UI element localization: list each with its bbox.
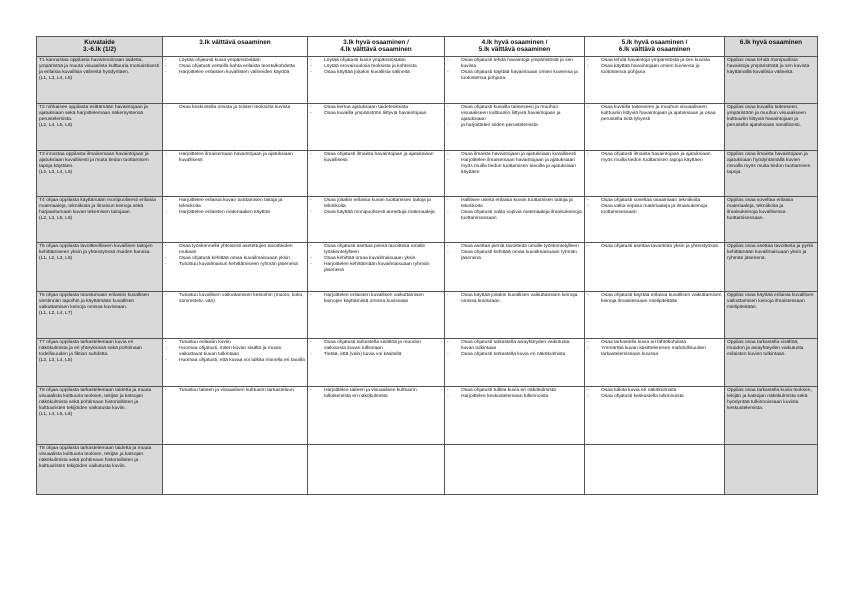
criteria-item: - Tutustuu taiteen ja visuaalisen kulttuurin tarkasteluun bbox=[165, 388, 305, 394]
goal-text: T7 ohjaa oppilasta tarkastelemaan kuvia eri näkökulmista ja eri yhteyksissä sekä pohtimaan todellisuuden ja fiktion suhdetta. bbox=[39, 340, 143, 358]
criteria-item: - Osaa käyttää monipuolisesti annettuja materiaaleja bbox=[310, 210, 442, 216]
criteria-item: - Harjoittelee erilaisten materiaalien käyttöä bbox=[165, 210, 305, 216]
criteria-cell-1 bbox=[163, 339, 308, 387]
criteria-cell-2 bbox=[308, 197, 445, 243]
criteria-item: - Osaa ohjatusti ilmaista havaintojaan ja ajatuksiaan myös muilla tiedon tuottamisen tapoja käyttäen bbox=[587, 152, 722, 164]
criteria-item: - Harjoittelee keskustelemaan tulkinnoista bbox=[447, 394, 582, 400]
criteria-list bbox=[165, 105, 305, 111]
criteria-item: - Osaa ohjatusti vertailla kahta erilaista teosta/kohdetta bbox=[165, 64, 305, 70]
criteria-cell-2 bbox=[308, 292, 445, 339]
table-row bbox=[37, 197, 818, 243]
header-col-5 bbox=[725, 37, 818, 57]
criteria-list bbox=[587, 105, 722, 123]
criteria-list bbox=[587, 293, 722, 305]
criteria-item: - Osaa ohjatusti ilmaista havaintojaan ja ajatuksiaan kuvallisesti bbox=[310, 152, 442, 164]
criteria-cell-5 bbox=[725, 243, 818, 292]
criteria-summary: Oppilas osaa soveltaa erilaisia materiaaleja, tekniikoita ja ilmaisukeinoja kuvallisessa tuottamisessaan. bbox=[727, 198, 794, 222]
criteria-cell-2 bbox=[308, 243, 445, 292]
goal-codes: (L1, L2, L4, L7) bbox=[39, 311, 73, 317]
criteria-summary: Oppilas osaa tehdä monipuolisia havaintoja ympäristöstä ja sen kuvista käyttämällä kuvallisia välineitä. bbox=[727, 58, 810, 76]
criteria-item: - Osaa asettaa pieniä tavoitteita omalle työskentelylleen bbox=[447, 244, 582, 250]
goal-text: T8 ohjaa oppilasta tarkastelemaan taidetta ja muuta visuaalista kulttuuria teoksen, tekijän ja katsojan näkökulmista sekä pohtimaan historiallisten ja kulttuuristen tekijöiden vaikutusta kuviin. bbox=[39, 446, 152, 470]
criteria-cell-3 bbox=[445, 57, 585, 104]
criteria-item: - Harjoittelee erilaisten kuvallisen vaikuttamisen keinojen käyttämistä omissa kuvissaan bbox=[310, 293, 442, 305]
criteria-list bbox=[310, 340, 442, 358]
goal-codes: (L1, L3, L4, L5) bbox=[39, 76, 73, 82]
criteria-cell-5 bbox=[725, 292, 818, 339]
criteria-item: - Osaa ohjatusti tulkita kuvia eri näkökulmista bbox=[447, 388, 582, 394]
header-subject bbox=[37, 37, 163, 57]
criteria-cell-1 bbox=[163, 104, 308, 151]
header-col-3-line2: 5.lk välttävä osaaminen bbox=[478, 46, 551, 53]
criteria-cell-4 bbox=[585, 151, 725, 197]
criteria-item: - Osaa ohjatusti tehdä havaintoja ympäristöstä ja sen kuvista bbox=[447, 58, 582, 70]
table-row bbox=[37, 104, 818, 151]
criteria-cell-4 bbox=[585, 197, 725, 243]
criteria-list bbox=[165, 293, 305, 305]
criteria-cell-2 bbox=[308, 57, 445, 104]
criteria-item: - Osaa työskennellä yhteisesti asetettujen tavoitteiden mukaan bbox=[165, 244, 305, 256]
goal-codes: (L2, L3, L4, L5) bbox=[39, 358, 73, 364]
goal-text: T8 ohjaa oppilasta tarkastelemaan taidetta ja muuta visuaalista kulttuuria teoksen, tekijän ja katsojan näkökulmista sekä pohtimaan historiallisten ja kulttuuristen tekijöiden vaikutusta kuviin. bbox=[39, 388, 152, 412]
criteria-list bbox=[587, 244, 722, 250]
criteria-list bbox=[587, 58, 722, 76]
goal-codes: (L2, L3, L4, L5) bbox=[39, 170, 73, 176]
table-row bbox=[37, 57, 818, 104]
criteria-item: - Harjoittelee kehittämään kuvailmaisuaan ryhmän jäsenenä bbox=[310, 262, 442, 274]
criteria-item: - Hallitsee useita erilaisia kuvan tuottamisen taitoja ja tekniikoita bbox=[447, 198, 582, 210]
criteria-item: - Osaa ilmaista havaintojaan ja ajatuksiaan kuvallisesti bbox=[447, 152, 582, 158]
goal-cell bbox=[37, 387, 163, 445]
criteria-cell-5 bbox=[725, 197, 818, 243]
criteria-list bbox=[447, 105, 582, 129]
criteria-list bbox=[165, 198, 305, 216]
header-col-5-label: 6.lk hyvä osaaminen bbox=[739, 39, 803, 46]
criteria-cell-4 bbox=[585, 445, 725, 495]
criteria-item: - Osaa ohjatusti kehittää omaa kuvailmaisuaan yksin bbox=[165, 256, 305, 262]
criteria-item: - Osaa joitakin erilaisia kuvan tuottamisen taitoja ja tekniikoita bbox=[310, 198, 442, 210]
criteria-list bbox=[310, 105, 442, 117]
criteria-list bbox=[587, 198, 722, 216]
goal-text: T6 ohjaa oppilasta tutustumaan erilaisiin kuvallisen viestinnän tapoihin ja käyttämään kuvallisen vaikuttamisen keinoja omissa kuvissaan. bbox=[39, 293, 150, 311]
goal-cell bbox=[37, 104, 163, 151]
criteria-cell-1 bbox=[163, 57, 308, 104]
criteria-cell-4 bbox=[585, 104, 725, 151]
criteria-list bbox=[310, 58, 442, 76]
criteria-item: - Osaa ohjatusti käyttää erilaisia kuvallisen vaikuttamisen keinoja ilmaistessaan mielipiteitään bbox=[587, 293, 722, 305]
criteria-cell-4 bbox=[585, 292, 725, 339]
criteria-item: - Osaa käyttää joitakin kuvallisen vaikuttamisen keinoja omissa kuvissaan bbox=[447, 293, 582, 305]
criteria-list bbox=[447, 152, 582, 176]
criteria-item: - Harjoittelee erilaisia kuvan tuottamisen taitoja ja tekniikoita bbox=[165, 198, 305, 210]
criteria-item: - Harjoittelee taiteen ja visuaalisen kulttuurin tulkitsemista eri näkökulmista bbox=[310, 388, 442, 400]
goal-codes: (L2, L3, L5, L6) bbox=[39, 216, 73, 222]
criteria-list bbox=[447, 293, 582, 305]
goal-cell bbox=[37, 445, 163, 495]
criteria-list bbox=[447, 198, 582, 222]
criteria-item: - Osaa kehittää omaa kuvailmaisuaan yksin bbox=[310, 256, 442, 262]
criteria-item: - Harjoittelee ilmaisemaan havaintojaan ja ajatuksiaan kuvallisesti bbox=[165, 152, 305, 164]
criteria-cell-1 bbox=[163, 445, 308, 495]
criteria-item: - Tutustuu erilaisiin kuviin bbox=[165, 340, 305, 346]
criteria-cell-2 bbox=[308, 104, 445, 151]
criteria-list bbox=[587, 340, 722, 358]
criteria-item: - Osaa ohjatusti keskustella tulkinnoista bbox=[587, 394, 722, 400]
criteria-cell-2 bbox=[308, 387, 445, 445]
criteria-item: - Osaa ohjatusti tarkastella sisältöä ja muodon vaikutusta kuvan tulkintaan bbox=[310, 340, 442, 352]
goal-text: T2 rohkaisee oppilasta esittämään havaintojaan ja ajatuksiaan sekä harjoittelemaan näkemystensä perustelemista. bbox=[39, 105, 148, 123]
criteria-item: - Osaa ohjatusti kuvailla taiteeseen ja muuhun visuaaliseen kulttuuriin liittyviä havaintojaan ja ajatuksiaan bbox=[447, 105, 582, 123]
goal-cell bbox=[37, 339, 163, 387]
criteria-summary: Oppilas osaa asettaa tavoitteita ja pyrkii kehittämään kuvailmaisuaan yksin ja ryhmän jäsenenä. bbox=[727, 244, 814, 262]
header-col-4-line2: 6.lk välttävä osaaminen bbox=[618, 46, 691, 53]
criteria-cell-5 bbox=[725, 339, 818, 387]
criteria-list bbox=[447, 244, 582, 262]
criteria-item: - Löytää ohjatusti kuvia ympäristöstään bbox=[165, 58, 305, 64]
criteria-list bbox=[310, 388, 442, 400]
criteria-cell-5 bbox=[725, 104, 818, 151]
table-row bbox=[37, 243, 818, 292]
goal-codes: (L1, L4, L5, L6) bbox=[39, 412, 73, 418]
criteria-list bbox=[447, 340, 582, 358]
table-row bbox=[37, 445, 818, 495]
header-col-3-line1: 4.lk hyvä osaaminen / bbox=[481, 39, 548, 46]
header-col-4-line1: 5.lk hyvä osaaminen / bbox=[621, 39, 688, 46]
criteria-item: - Tietää, että (valo) kuvia voi käsitellä bbox=[310, 352, 442, 358]
goal-codes: (L2, L4, L5, L6) bbox=[39, 123, 73, 129]
goal-text: T1 kannustaa oppilasta havainnoimaan taidetta, ympäristöä ja muuta visuaalista kulttuuria moniaistisesti ja erilaisia kuvallisia välineitä hyödyntäen. bbox=[39, 58, 160, 76]
criteria-cell-3 bbox=[445, 387, 585, 445]
criteria-cell-1 bbox=[163, 292, 308, 339]
criteria-item: - Osaa ohjatusti asettaa pieniä tavoitteita omalle työskentelylleen bbox=[310, 244, 442, 256]
criteria-cell-4 bbox=[585, 57, 725, 104]
criteria-item: - Harjoittelee ilmaisemaan havaintojaan ja ajatuksiaan myös muilla tiedon tuottamisen tavoilla ja ajatuksiaan käyttäen bbox=[447, 158, 582, 176]
header-subject-title: Kuvataide bbox=[84, 39, 115, 46]
header-col-1-label: 3.lk välttävä osaaminen bbox=[199, 39, 271, 46]
criteria-item: - Osaa kertoa ajatuksiaan taideteoksista bbox=[310, 105, 442, 111]
criteria-cell-5 bbox=[725, 445, 818, 495]
criteria-item: - Osaa ohjatusti asettaa tavoitteita yksin ja yhteistyössä bbox=[587, 244, 722, 250]
criteria-item: - Osaa valita sopivia materiaaleja ja ilmaisukeinoja tuottamisessaan bbox=[587, 204, 722, 216]
criteria-cell-5 bbox=[725, 57, 818, 104]
criteria-list bbox=[310, 244, 442, 274]
criteria-item: - Osaa käyttää havaintojaan omien kuviensa ja tuotostensa pohjana bbox=[587, 64, 722, 76]
goal-text: T5 ohjaa oppilasta tavoitteelliseen kuvallisen taitojen kehittämiseen yksin ja yhteistyössä muiden kanssa. bbox=[39, 244, 153, 256]
goal-cell bbox=[37, 243, 163, 292]
criteria-list bbox=[587, 388, 722, 400]
table-row bbox=[37, 151, 818, 197]
criteria-cell-4 bbox=[585, 387, 725, 445]
criteria-list bbox=[447, 58, 582, 82]
criteria-cell-4 bbox=[585, 243, 725, 292]
criteria-item: - Löytää ohjatusti kuvia ympäristöstään bbox=[310, 58, 442, 64]
criteria-cell-4 bbox=[585, 339, 725, 387]
criteria-list bbox=[165, 58, 305, 76]
goal-cell bbox=[37, 292, 163, 339]
criteria-cell-1 bbox=[163, 387, 308, 445]
criteria-item: - Osaa ohjatusti tarkastella kuvia eri näkökulmista bbox=[447, 352, 582, 358]
criteria-cell-3 bbox=[445, 445, 585, 495]
criteria-item: - Osaa tehdä havaintoja ympäristöstä ja sen kuvista bbox=[587, 58, 722, 64]
criteria-cell-3 bbox=[445, 292, 585, 339]
goal-codes: (L1, L2, L3, L5) bbox=[39, 256, 73, 262]
criteria-list bbox=[165, 152, 305, 164]
table-body bbox=[37, 57, 818, 495]
criteria-cell-3 bbox=[445, 339, 585, 387]
criteria-cell-5 bbox=[725, 151, 818, 197]
criteria-item: - Harjoittelee erilaisten kuvallisten välineiden käyttöä bbox=[165, 70, 305, 76]
criteria-cell-2 bbox=[308, 339, 445, 387]
assessment-table bbox=[36, 36, 818, 495]
criteria-item: - Osaa keskustella omista ja toisten teoksista kuvista bbox=[165, 105, 305, 111]
criteria-item: - Osaa ohjatusti tarkastella asiayhteyden vaikutusta kuvan tulkintaan bbox=[447, 340, 582, 352]
criteria-item: - Osaa tulkita kuvia eri näkökulmista bbox=[587, 388, 722, 394]
criteria-item: - Osaa ohjatusti valita sopivia materiaaleja ilmaisukeinoja tuottamisessaan bbox=[447, 210, 582, 222]
criteria-list bbox=[310, 152, 442, 164]
criteria-list bbox=[587, 152, 722, 164]
table-row bbox=[37, 339, 818, 387]
criteria-summary: Oppilas osaa tarkastella sisältöä, muodon ja asiayhteyden vaikutusta erilaisten kuvien tulkintaan. bbox=[727, 340, 804, 358]
goal-cell bbox=[37, 57, 163, 104]
criteria-item: - Ymmärtää kuvan käsittelemisen mahdollisuuden tarkastelemissaan kuvissa bbox=[587, 346, 722, 358]
goal-cell bbox=[37, 151, 163, 197]
criteria-cell-3 bbox=[445, 151, 585, 197]
criteria-item: - Osaa käyttää joitakin kuvallisia välineitä bbox=[310, 70, 442, 76]
header-col-3 bbox=[445, 37, 585, 57]
table-row bbox=[37, 292, 818, 339]
criteria-list bbox=[310, 198, 442, 216]
criteria-summary: Oppilas osaa tarkastella kuvia teoksen, tekijän ja katsojan näkökulmista sekä hyödyntää tulkinnoissaan kuvista keskustelemista. bbox=[727, 388, 812, 412]
criteria-summary: Oppilas osaa kuvailla taiteeseen, ympäristöön ja muuhun visuaaliseen kulttuuriin liittyviä havaintojaan ja perustella ajatuksiaan sanallisesti. bbox=[727, 105, 807, 129]
criteria-list bbox=[165, 244, 305, 268]
criteria-item: - Osaa ohjatusti käyttää havaintoaan omien kuviensa ja tuotostensa pohjana bbox=[447, 70, 582, 82]
criteria-item: - Tutustuu kuvallisen vaikuttamisen keinoihin (muoto, koko, sommittelu, väri) bbox=[165, 293, 305, 305]
criteria-item: - Löytää erovaisuuksia teoksista ja kohteista bbox=[310, 64, 442, 70]
criteria-cell-3 bbox=[445, 243, 585, 292]
criteria-cell-5 bbox=[725, 387, 818, 445]
criteria-cell-1 bbox=[163, 197, 308, 243]
criteria-item: - Osaa kuvailla taiteeseen ja muuhun visuaaliseen kulttuuriin liittyviä havaintojaan ja ajatuksiaan ja osaa perustella niitä lyhyesti bbox=[587, 105, 722, 123]
criteria-item: - Osaa ohjatusti soveltaa osaamiaan tekniikoita bbox=[587, 198, 722, 204]
header-col-4 bbox=[585, 37, 725, 57]
header-row bbox=[37, 37, 818, 57]
criteria-cell-3 bbox=[445, 197, 585, 243]
criteria-summary: Oppilas osaa käyttää erilaisia kuvallisen vaikuttamisen keinoja ilmaistessaan mielipiteitään. bbox=[727, 293, 814, 311]
criteria-cell-3 bbox=[445, 104, 585, 151]
criteria-cell-1 bbox=[163, 151, 308, 197]
criteria-item: - ja harjoittelee niiden perustelemista bbox=[447, 123, 582, 129]
criteria-item: - Osaa kuvailla ympäristöön liittyviä havaintojaan bbox=[310, 111, 442, 117]
goal-text: T3 innostaa oppilasta ilmaisemaan havaintojaan ja ajatuksiaan kuvallisesti ja muita tiedon tuottamisen tapoja käyttäen. bbox=[39, 152, 149, 170]
criteria-summary: Oppilas osaa ilmaista havaintojaan ja ajatuksiaan hyödyntämällä kuvien rinnalla myös muita tiedon tuottamisen tapoja. bbox=[727, 152, 811, 176]
criteria-list bbox=[165, 388, 305, 394]
header-col-1 bbox=[163, 37, 308, 57]
table-row bbox=[37, 387, 818, 445]
goal-cell bbox=[37, 197, 163, 243]
criteria-item: - Huomaa ohjatusti, että kuvaa voi tulkita monella eri tavalla bbox=[165, 358, 305, 364]
criteria-item: - Huomaa ohjatusti, miten kuvan sisältö ja muoto vaikuttavat kuvan tulkintaan bbox=[165, 346, 305, 358]
criteria-cell-2 bbox=[308, 151, 445, 197]
header-col-2 bbox=[308, 37, 445, 57]
criteria-cell-1 bbox=[163, 243, 308, 292]
criteria-list bbox=[165, 340, 305, 364]
goal-text: T4 ohjaa oppilasta käyttämään monipuolisesti erilaisia materiaaleja, tekniikoita ja ilmaisun keinoja sekä harjaantumaan kuvan tekemisen taitojaan. bbox=[39, 198, 156, 216]
header-col-2-line1: 3.lk hyvä osaaminen / bbox=[343, 39, 409, 46]
criteria-list bbox=[447, 388, 582, 400]
header-subject-grades: 3.-6.lk (1/2) bbox=[82, 46, 117, 53]
criteria-item: - Tutustuu kuvailmaisun kehittämiseen ryhmän jäsenenä bbox=[165, 262, 305, 268]
criteria-cell-2 bbox=[308, 445, 445, 495]
criteria-item: - Osaa tarkastella kuvia eri lähtökohdista bbox=[587, 340, 722, 346]
criteria-item: - Osaa ohjatusti kehittää omaa kuvailmaisuaan ryhmän jäsenenä bbox=[447, 250, 582, 262]
header-col-2-line2: 4.lk välttävä osaaminen bbox=[340, 46, 412, 53]
criteria-list bbox=[310, 293, 442, 305]
